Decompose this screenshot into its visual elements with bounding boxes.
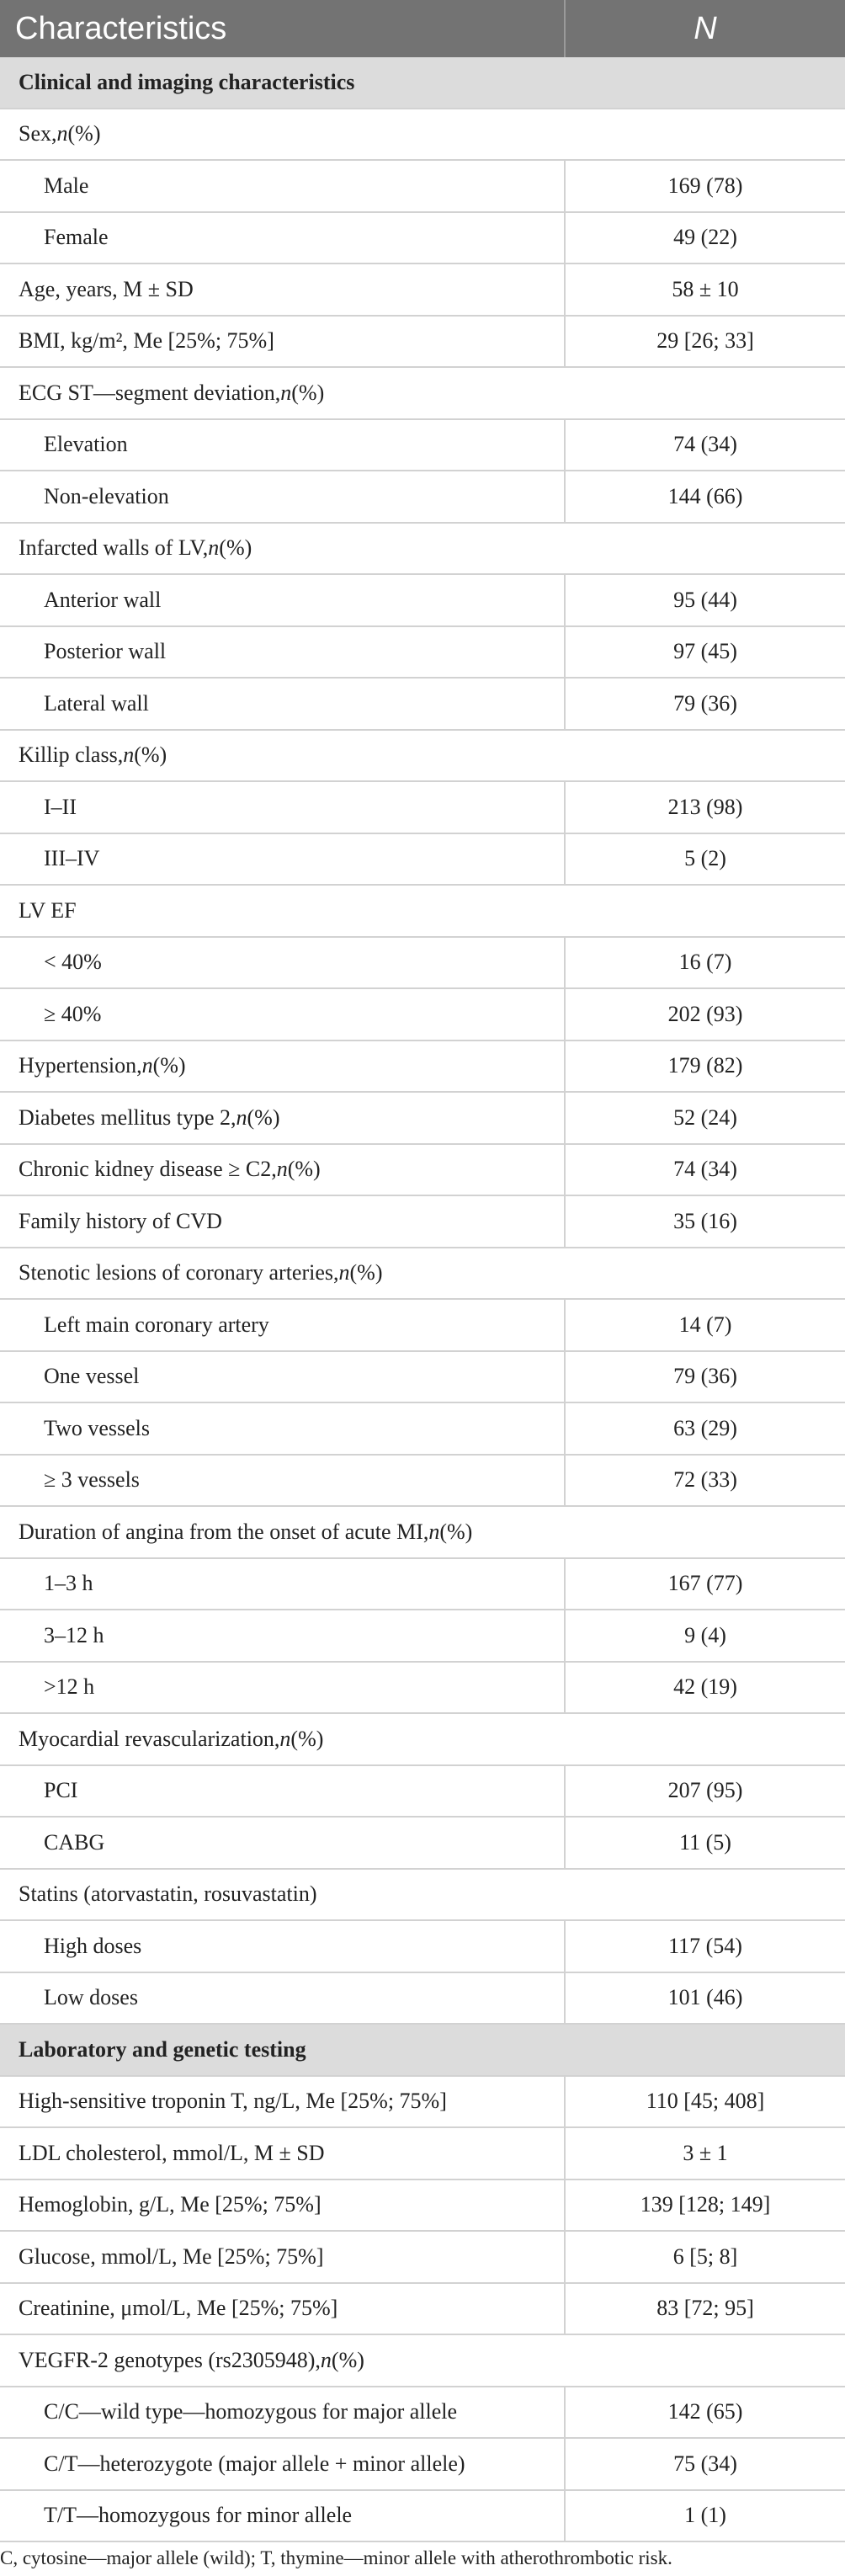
row-label — [0, 1818, 566, 1868]
row-value: 142 (65) — [667, 2399, 743, 2424]
table-row — [0, 1093, 845, 1145]
label-text: Clinical and imaging characteristics — [19, 69, 355, 94]
row-value: 75 (34) — [673, 2451, 737, 2476]
group-row — [0, 731, 845, 783]
row-value: 63 (29) — [673, 1415, 737, 1440]
label-tail: (%) — [290, 1726, 324, 1751]
label-text: Lateral wall — [44, 690, 149, 716]
label-text: Posterior wall — [44, 639, 167, 664]
row-value: 6 [5; 8] — [672, 2243, 738, 2269]
table-row — [0, 1352, 845, 1404]
group-row — [0, 368, 845, 420]
group-row — [0, 1248, 845, 1301]
label-text: 3–12 h — [44, 1622, 104, 1647]
label-text: >12 h — [44, 1674, 95, 1700]
label-text: VEGFR-2 genotypes (rs2305948), — [19, 2347, 321, 2372]
row-value: 202 (93) — [667, 1001, 743, 1026]
table-row — [0, 2180, 845, 2233]
row-label — [0, 524, 845, 574]
row-value: 169 (78) — [667, 173, 743, 198]
row-label — [0, 1145, 566, 1195]
table-row — [0, 1145, 845, 1197]
label-text: Male — [44, 173, 89, 198]
label-tail: (%) — [439, 1519, 473, 1544]
table-row — [0, 1921, 845, 1973]
row-label — [0, 782, 566, 833]
label-text: Hemoglobin, g/L, Me [25%; 75%] — [19, 2192, 322, 2217]
row-value: 1 (1) — [684, 2503, 726, 2528]
row-label — [0, 109, 845, 160]
row-label — [0, 1248, 845, 1299]
row-label — [0, 264, 566, 315]
row-label — [0, 575, 566, 625]
row-value: 167 (77) — [667, 1571, 743, 1596]
label-text: Low doses — [44, 1985, 138, 2010]
row-label — [0, 2439, 566, 2489]
row-label — [0, 1610, 566, 1661]
label-text: Non-elevation — [44, 483, 169, 508]
table-row — [0, 1818, 845, 1870]
row-label — [0, 1093, 566, 1143]
table-row — [0, 2232, 845, 2284]
label-text: Hypertension, — [19, 1053, 142, 1078]
row-value: 207 (95) — [667, 1778, 743, 1803]
table-row — [0, 471, 845, 524]
table-header — [0, 0, 845, 57]
row-label — [0, 2284, 566, 2334]
group-row — [0, 2335, 845, 2387]
row-value: 14 (7) — [678, 1312, 732, 1337]
label-tail: (%) — [331, 2347, 364, 2372]
table-row — [0, 1196, 845, 1248]
label-italic: n — [279, 1726, 291, 1751]
row-label — [0, 938, 566, 988]
row-value: 29 [26; 33] — [656, 328, 754, 354]
label-text: C/T—heterozygote (major allele + minor allele) — [44, 2451, 465, 2476]
label-text: Female — [44, 225, 109, 250]
label-text: Duration of angina from the onset of acute MI, — [19, 1519, 429, 1544]
row-label — [0, 1300, 566, 1350]
row-label — [0, 1559, 566, 1610]
row-label — [0, 2128, 566, 2179]
row-label — [0, 1456, 566, 1506]
label-text: Sex, — [19, 121, 57, 146]
row-label — [0, 2387, 566, 2438]
group-row — [0, 1870, 845, 1922]
label-text: Killip class, — [19, 742, 124, 768]
table-row — [0, 420, 845, 472]
table-row — [0, 2387, 845, 2440]
row-label — [0, 2025, 845, 2075]
table-row — [0, 1456, 845, 1508]
row-label — [0, 1352, 566, 1402]
row-value: 101 (46) — [667, 1985, 743, 2010]
table-row — [0, 679, 845, 731]
row-value: 35 (16) — [673, 1208, 737, 1233]
table-row — [0, 1403, 845, 1456]
row-value: 58 ± 10 — [672, 276, 739, 301]
row-label — [0, 1973, 566, 2024]
label-text: PCI — [44, 1778, 78, 1803]
label-text: III–IV — [44, 846, 100, 871]
label-text: Creatinine, μmol/L, Me [25%; 75%] — [19, 2296, 338, 2321]
row-label — [0, 2491, 566, 2541]
row-value: 117 (54) — [668, 1933, 742, 1958]
label-text: Left main coronary artery — [44, 1312, 269, 1337]
table-row — [0, 264, 845, 317]
label-text: Statins (atorvastatin, rosuvastatin) — [19, 1881, 317, 1907]
label-italic: n — [236, 1104, 247, 1130]
table-row — [0, 834, 845, 886]
section-row — [0, 57, 845, 109]
row-label — [0, 57, 845, 108]
label-text: < 40% — [44, 950, 102, 975]
label-italic: n — [141, 1053, 153, 1078]
table-row — [0, 161, 845, 213]
label-text: Age, years, M ± SD — [19, 276, 194, 301]
label-text: Glucose, mmol/L, Me [25%; 75%] — [19, 2243, 324, 2269]
table-row — [0, 2439, 845, 2491]
label-text: ≥ 40% — [44, 1001, 102, 1026]
row-value: 9 (4) — [684, 1622, 726, 1647]
row-label — [0, 2180, 566, 2231]
label-text: Myocardial revascularization, — [19, 1726, 280, 1751]
row-value: 97 (45) — [673, 639, 737, 664]
row-label — [0, 627, 566, 678]
table-row — [0, 1610, 845, 1663]
label-text: Laboratory and genetic testing — [19, 2036, 306, 2062]
table-row — [0, 1663, 845, 1715]
row-value: 49 (22) — [673, 225, 737, 250]
row-value: 144 (66) — [667, 483, 743, 508]
label-text: CABG — [44, 1829, 105, 1855]
label-text: Anterior wall — [44, 587, 162, 612]
label-text: Stenotic lesions of coronary arteries, — [19, 1260, 339, 1285]
row-value: 72 (33) — [673, 1467, 737, 1493]
row-label — [0, 1663, 566, 1713]
row-label — [0, 1921, 566, 1972]
row-value: 3 ± 1 — [683, 2140, 728, 2165]
label-text: High-sensitive troponin T, ng/L, Me [25%; 75%] — [19, 2089, 447, 2114]
row-label — [0, 368, 845, 418]
label-italic: n — [208, 535, 220, 561]
label-text: Diabetes mellitus type 2, — [19, 1104, 236, 1130]
row-label — [0, 213, 566, 263]
row-label — [0, 2335, 845, 2386]
label-text: Two vessels — [44, 1415, 151, 1440]
row-label — [0, 989, 566, 1040]
table-row — [0, 2077, 845, 2129]
label-text: I–II — [44, 794, 77, 819]
table-row — [0, 317, 845, 369]
row-label — [0, 1766, 566, 1817]
table-row — [0, 1559, 845, 1611]
row-value: 74 (34) — [673, 1157, 737, 1182]
row-value: 95 (44) — [673, 587, 737, 612]
table-row — [0, 575, 845, 627]
label-italic: n — [338, 1260, 350, 1285]
row-label — [0, 471, 566, 522]
label-tail: (%) — [134, 742, 167, 768]
row-label — [0, 1041, 566, 1092]
table-row — [0, 2128, 845, 2180]
row-label — [0, 1507, 845, 1557]
label-text: Elevation — [44, 432, 128, 457]
label-text: LV EF — [19, 897, 77, 923]
row-label — [0, 679, 566, 729]
label-text: BMI, kg/m², Me [25%; 75%] — [19, 328, 274, 354]
label-italic: n — [280, 380, 292, 405]
table-row — [0, 1300, 845, 1352]
row-label — [0, 1403, 566, 1454]
label-tail: (%) — [152, 1053, 186, 1078]
label-italic: n — [123, 742, 135, 768]
footnote: C, cytosine—major allele (wild); T, thymine—minor allele with atherothrombotic risk. — [0, 2547, 672, 2568]
label-text: Chronic kidney disease ≥ C2, — [19, 1157, 277, 1182]
row-value: 179 (82) — [667, 1053, 743, 1078]
table-row — [0, 938, 845, 990]
row-value: 16 (7) — [678, 950, 732, 975]
label-text: 1–3 h — [44, 1571, 93, 1596]
table-row — [0, 989, 845, 1041]
row-label — [0, 420, 566, 471]
table-row — [0, 2491, 845, 2543]
label-tail: (%) — [247, 1104, 280, 1130]
group-row — [0, 1507, 845, 1559]
group-row — [0, 886, 845, 938]
row-value: 52 (24) — [673, 1104, 737, 1130]
row-value: 110 [45; 408] — [646, 2089, 765, 2114]
row-value: 74 (34) — [673, 432, 737, 457]
label-italic: n — [428, 1519, 440, 1544]
table-row — [0, 1766, 845, 1818]
row-value: 83 [72; 95] — [656, 2296, 754, 2321]
label-tail: (%) — [67, 121, 101, 146]
row-label — [0, 317, 566, 367]
section-row — [0, 2025, 845, 2077]
row-value: 5 (2) — [684, 846, 726, 871]
table-body — [0, 57, 845, 2542]
label-italic: n — [56, 121, 68, 146]
group-row — [0, 524, 845, 576]
table-row — [0, 2284, 845, 2336]
row-label — [0, 1870, 845, 1920]
label-text: C/C—wild type—homozygous for major allele — [44, 2399, 458, 2424]
row-value: 79 (36) — [673, 690, 737, 716]
row-value: 79 (36) — [673, 1364, 737, 1389]
label-text: High doses — [44, 1933, 142, 1958]
label-text: ≥ 3 vessels — [44, 1467, 140, 1493]
row-label — [0, 161, 566, 211]
table-row — [0, 1041, 845, 1094]
row-label — [0, 886, 845, 936]
row-label — [0, 2077, 566, 2127]
header-characteristics: Characteristics — [0, 0, 566, 57]
header-n: N — [694, 10, 717, 46]
row-value: 213 (98) — [667, 794, 743, 819]
label-text: LDL cholesterol, mmol/L, M ± SD — [19, 2140, 325, 2165]
row-value: 139 [128; 149] — [640, 2192, 771, 2217]
label-tail: (%) — [349, 1260, 383, 1285]
table-row — [0, 1973, 845, 2025]
row-label — [0, 1714, 845, 1764]
group-row — [0, 109, 845, 162]
label-italic: n — [276, 1157, 288, 1182]
table-row — [0, 213, 845, 265]
table-row — [0, 782, 845, 834]
row-label — [0, 2232, 566, 2282]
label-tail: (%) — [219, 535, 252, 561]
label-text: ECG ST—segment deviation, — [19, 380, 281, 405]
row-value: 11 (5) — [679, 1829, 731, 1855]
label-italic: n — [320, 2347, 332, 2372]
row-value: 42 (19) — [673, 1674, 737, 1700]
row-label — [0, 731, 845, 781]
group-row — [0, 1714, 845, 1766]
row-label — [0, 1196, 566, 1247]
label-text: One vessel — [44, 1364, 140, 1389]
label-text: Infarcted walls of LV, — [19, 535, 209, 561]
label-text: T/T—homozygous for minor allele — [44, 2503, 353, 2528]
label-text: Family history of CVD — [19, 1208, 222, 1233]
label-tail: (%) — [291, 380, 325, 405]
table-row — [0, 627, 845, 679]
row-label — [0, 834, 566, 885]
label-tail: (%) — [287, 1157, 321, 1182]
